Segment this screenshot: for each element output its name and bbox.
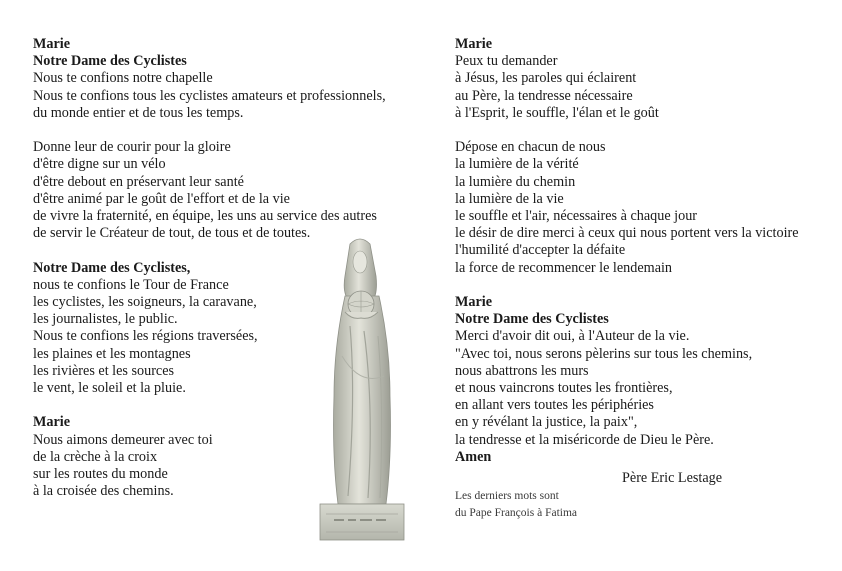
prayer-line: au Père, la tendresse nécessaire [455,87,633,104]
stanza-heading: Amen [455,448,492,465]
stanza-heading: Marie [455,36,493,52]
prayer-line: la lumière du chemin [455,173,576,190]
prayer-line: et nous vaincrons toutes les frontières, [455,380,673,397]
prayer-line: l'humilité d'accepter la défaite [455,242,626,259]
prayer-line: les rivières et les sources [33,362,175,379]
prayer-line: nous abattrons les murs [455,362,589,379]
stanza-heading: Notre Dame des Cyclistes, [33,259,191,276]
prayer-line: Merci d'avoir dit oui, à l'Auteur de la vie. [455,328,690,345]
prayer-line: "Avec toi, nous serons pèlerins sur tous les chemins, [455,345,753,362]
footnote-line: Les derniers mots sont [455,490,559,502]
prayer-line: du monde entier et de tous les temps. [33,104,244,121]
stanza-gap [33,122,433,139]
prayer-line: sur les routes du monde [33,466,168,483]
prayer-line: en y révélant la justice, la paix", [455,414,638,431]
stanza-gap [455,122,835,139]
prayer-line: la force de recommencer le lendemain [455,259,673,276]
prayer-line: d'être digne sur un vélo [33,156,166,173]
prayer-line: les journalistes, le public. [33,311,178,328]
prayer-line: d'être animé par le goût de l'effort et de la vie [33,190,290,207]
prayer-line: Donne leur de courir pour la gloire [33,139,231,156]
prayer-line: de servir le Créateur de tout, de tous et de toutes. [33,225,311,242]
footnote [455,488,577,522]
prayer-line: nous te confions le Tour de France [33,276,229,293]
stanza-heading: Notre Dame des Cyclistes [33,53,187,70]
stanza-heading: Notre Dame des Cyclistes [455,311,609,328]
prayer-line: le vent, le soleil et la pluie. [33,380,186,397]
prayer-line: Nous te confions notre chapelle [33,70,213,87]
prayer-line: à l'Esprit, le souffle, l'élan et le goût [455,104,659,121]
prayer-line: de vivre la fraternité, en équipe, les uns au service des autres [33,208,377,225]
right-prayer-column [455,36,835,466]
prayer-line: en allant vers toutes les périphéries [455,397,654,414]
signature: Père Eric Lestage [622,470,723,486]
prayer-line: Nous te confions les régions traversées, [33,328,258,345]
prayer-line: les plaines et les montagnes [33,345,191,362]
prayer-line: à la croisée des chemins. [33,483,174,500]
madonna-statue-image [312,236,412,542]
prayer-line: la lumière de la vérité [455,156,579,173]
prayer-line: d'être debout en préservant leur santé [33,173,244,190]
stanza-heading: Marie [33,36,71,52]
prayer-line: Dépose en chacun de nous [455,139,606,156]
prayer-line: le désir de dire merci à ceux qui nous portent vers la victoire [455,225,799,242]
prayer-line: à Jésus, les paroles qui éclairent [455,70,637,87]
prayer-line: de la crèche à la croix [33,448,158,465]
prayer-line: Nous aimons demeurer avec toi [33,431,213,448]
prayer-line: les cyclistes, les soigneurs, la caravane, [33,294,257,311]
stanza-gap [455,277,835,294]
stanza-heading: Marie [455,294,493,311]
footnote-line: du Pape François à Fatima [455,507,578,519]
prayer-line: la lumière de la vie [455,190,564,207]
prayer-line: le souffle et l'air, nécessaires à chaque jour [455,208,698,225]
prayer-line: Peux tu demander [455,53,558,70]
prayer-line: Nous te confions tous les cyclistes amateurs et professionnels, [33,87,386,104]
prayer-line: la tendresse et la miséricorde de Dieu le Père. [455,431,714,448]
stanza-heading: Marie [33,414,71,431]
